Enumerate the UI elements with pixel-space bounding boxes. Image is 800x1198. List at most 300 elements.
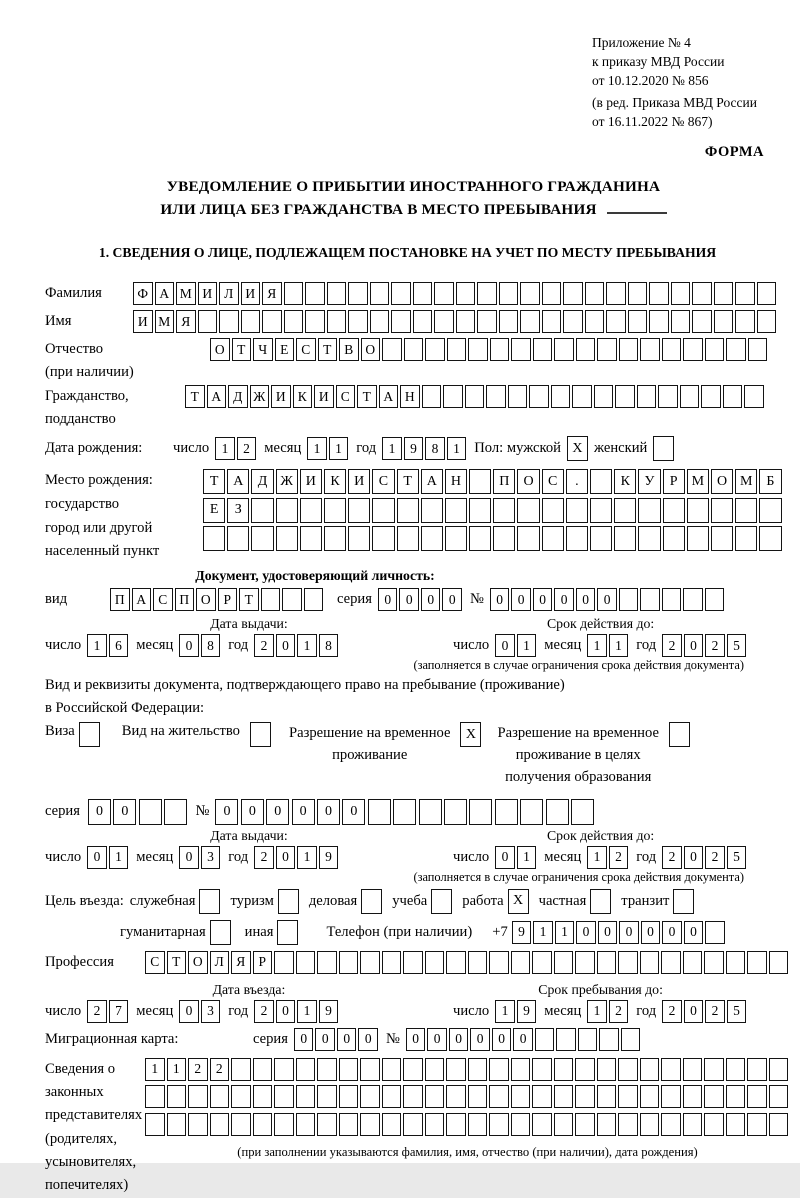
reps-row1-cells-box[interactable] xyxy=(360,1058,380,1081)
profession-cells-box[interactable] xyxy=(726,951,746,974)
citizenship-cells-box[interactable] xyxy=(443,385,463,408)
citizenship-cells-box[interactable] xyxy=(572,385,592,408)
phone-cells-box[interactable] xyxy=(705,921,725,944)
birthplace-row1-cells-box[interactable]: У xyxy=(638,469,660,494)
citizenship-cells-box[interactable] xyxy=(658,385,678,408)
doc-issue-day-cells-box[interactable]: 6 xyxy=(109,634,129,657)
reps-row3-cells-box[interactable] xyxy=(769,1113,789,1136)
name-cells-box[interactable] xyxy=(477,310,497,333)
birthplace-row2-cells-box[interactable] xyxy=(759,498,781,523)
entry-day-cells-box[interactable]: 2 xyxy=(87,1000,107,1023)
permit-valid-year-cells-box[interactable]: 2 xyxy=(705,846,725,869)
reps-row1-cells-box[interactable] xyxy=(253,1058,273,1081)
birthplace-row2-cells-box[interactable]: Е xyxy=(203,498,225,523)
surname-cells-box[interactable] xyxy=(542,282,562,305)
reps-row3-cells-box[interactable] xyxy=(661,1113,681,1136)
reps-row2-cells-box[interactable] xyxy=(511,1085,531,1108)
birthplace-row1-cells-box[interactable]: А xyxy=(227,469,249,494)
surname-cells-box[interactable]: А xyxy=(155,282,175,305)
reps-row3-cells-box[interactable] xyxy=(339,1113,359,1136)
birthplace-row2-cells-box[interactable] xyxy=(421,498,443,523)
surname-cells-box[interactable]: М xyxy=(176,282,196,305)
birthplace-row2-cells-box[interactable] xyxy=(493,498,515,523)
reps-row3-cells-box[interactable] xyxy=(231,1113,251,1136)
reps-row1-cells-box[interactable] xyxy=(640,1058,660,1081)
permit-series-cells-box[interactable] xyxy=(139,799,162,825)
birthplace-row2-cells-box[interactable] xyxy=(517,498,539,523)
reps-row1-cells-box[interactable] xyxy=(511,1058,531,1081)
reps-row2-cells-box[interactable] xyxy=(231,1085,251,1108)
name-cells-box[interactable] xyxy=(585,310,605,333)
purpose-business-checkbox-box[interactable] xyxy=(361,889,382,914)
name-cells-box[interactable] xyxy=(628,310,648,333)
profession-cells-box[interactable]: О xyxy=(188,951,208,974)
reps-row1-cells-box[interactable]: 1 xyxy=(145,1058,165,1081)
name-cells-box[interactable] xyxy=(542,310,562,333)
permit-issue-year-cells-box[interactable]: 0 xyxy=(276,846,296,869)
reps-row3-cells-box[interactable] xyxy=(253,1113,273,1136)
surname-cells-box[interactable] xyxy=(649,282,669,305)
birthplace-row3-cells-box[interactable] xyxy=(348,526,370,551)
birthplace-row1-cells-box[interactable]: Б xyxy=(759,469,781,494)
doc-valid-year-cells-box[interactable]: 2 xyxy=(705,634,725,657)
birthplace-row3-cells-box[interactable] xyxy=(203,526,225,551)
phone-cells-box[interactable]: 0 xyxy=(641,921,661,944)
patronymic-cells-box[interactable] xyxy=(490,338,510,361)
doc-issue-year-cells-box[interactable]: 1 xyxy=(297,634,317,657)
permit-valid-day-cells-box[interactable]: 0 xyxy=(495,846,515,869)
birthplace-row3-cells-box[interactable] xyxy=(566,526,588,551)
citizenship-cells-box[interactable] xyxy=(529,385,549,408)
birthplace-row1-cells-box[interactable]: О xyxy=(517,469,539,494)
reps-row2-cells-box[interactable] xyxy=(726,1085,746,1108)
profession-cells-box[interactable] xyxy=(296,951,316,974)
birthplace-row1-cells-box[interactable] xyxy=(590,469,612,494)
purpose-tourism-checkbox-box[interactable] xyxy=(278,889,299,914)
reps-row3-cells-box[interactable] xyxy=(511,1113,531,1136)
doc-issue-month-cells-box[interactable]: 8 xyxy=(201,634,221,657)
name-cells-box[interactable] xyxy=(499,310,519,333)
doc-series-cells-box[interactable]: 0 xyxy=(442,588,462,611)
name-cells-box[interactable] xyxy=(284,310,304,333)
birthplace-row1-cells-box[interactable]: Т xyxy=(397,469,419,494)
doc-series-cells-box[interactable]: 0 xyxy=(399,588,419,611)
birthplace-row1-cells-box[interactable]: Д xyxy=(251,469,273,494)
doc-valid-month-cells-box[interactable]: 1 xyxy=(609,634,629,657)
name-cells-box[interactable] xyxy=(649,310,669,333)
patronymic-cells-box[interactable] xyxy=(511,338,531,361)
stay-day-cells-box[interactable]: 1 xyxy=(495,1000,515,1023)
phone-cells-box[interactable]: 1 xyxy=(533,921,553,944)
reps-row3-cells-box[interactable] xyxy=(704,1113,724,1136)
citizenship-cells-box[interactable] xyxy=(594,385,614,408)
citizenship-cells-box[interactable]: А xyxy=(207,385,227,408)
migcard-number-cells-box[interactable] xyxy=(578,1028,598,1051)
birthplace-row2-cells-box[interactable] xyxy=(566,498,588,523)
permit-number-cells-box[interactable] xyxy=(368,799,391,825)
purpose-official-checkbox-box[interactable] xyxy=(199,889,220,914)
patronymic-cells-box[interactable]: О xyxy=(361,338,381,361)
sex-male-checkbox-box[interactable]: X xyxy=(567,436,588,461)
birthplace-row3-cells-box[interactable] xyxy=(663,526,685,551)
citizenship-cells-box[interactable]: Н xyxy=(400,385,420,408)
stay-year-cells-box[interactable]: 5 xyxy=(727,1000,747,1023)
sex-female-checkbox-box[interactable] xyxy=(653,436,674,461)
patronymic-cells-box[interactable] xyxy=(705,338,725,361)
reps-row1-cells-box[interactable] xyxy=(683,1058,703,1081)
birthplace-row1-cells-box[interactable]: К xyxy=(324,469,346,494)
patronymic-cells-box[interactable] xyxy=(425,338,445,361)
birthplace-row3-cells-box[interactable] xyxy=(397,526,419,551)
profession-cells-box[interactable]: С xyxy=(145,951,165,974)
birthplace-row1-cells-box[interactable]: И xyxy=(348,469,370,494)
doc-issue-year-cells-box[interactable]: 2 xyxy=(254,634,274,657)
reps-row1-cells-box[interactable] xyxy=(704,1058,724,1081)
birthplace-row3-cells-box[interactable] xyxy=(445,526,467,551)
patronymic-cells-box[interactable] xyxy=(683,338,703,361)
surname-cells-box[interactable] xyxy=(305,282,325,305)
doc-issue-day-cells-box[interactable]: 1 xyxy=(87,634,107,657)
birthplace-row2-cells-box[interactable] xyxy=(372,498,394,523)
birth-month-cells-box[interactable]: 1 xyxy=(329,437,349,460)
reps-row2-cells-box[interactable] xyxy=(747,1085,767,1108)
patronymic-cells-box[interactable] xyxy=(640,338,660,361)
stay-day-cells-box[interactable]: 9 xyxy=(517,1000,537,1023)
reps-row1-cells-box[interactable] xyxy=(747,1058,767,1081)
reps-row3-cells-box[interactable] xyxy=(188,1113,208,1136)
birthplace-row2-cells-box[interactable] xyxy=(663,498,685,523)
profession-cells-box[interactable] xyxy=(618,951,638,974)
name-cells-box[interactable] xyxy=(370,310,390,333)
reps-row1-cells-box[interactable] xyxy=(532,1058,552,1081)
visa-checkbox-box[interactable] xyxy=(79,722,100,747)
birthplace-row2-cells-box[interactable] xyxy=(348,498,370,523)
birthplace-row1-cells-box[interactable]: Т xyxy=(203,469,225,494)
name-cells-box[interactable] xyxy=(563,310,583,333)
permit-number-cells-box[interactable]: 0 xyxy=(342,799,365,825)
reps-row3-cells-box[interactable] xyxy=(726,1113,746,1136)
reps-row3-cells-box[interactable] xyxy=(167,1113,187,1136)
purpose-other-checkbox-box[interactable] xyxy=(277,920,298,945)
phone-cells-box[interactable]: 0 xyxy=(662,921,682,944)
entry-year-cells-box[interactable]: 1 xyxy=(297,1000,317,1023)
surname-cells-box[interactable] xyxy=(370,282,390,305)
reps-row3-cells-box[interactable] xyxy=(597,1113,617,1136)
reps-row3-cells-box[interactable] xyxy=(296,1113,316,1136)
profession-cells-box[interactable]: Л xyxy=(210,951,230,974)
birth-year-cells-box[interactable]: 1 xyxy=(382,437,402,460)
doc-valid-year-cells-box[interactable]: 5 xyxy=(727,634,747,657)
patronymic-cells-box[interactable] xyxy=(726,338,746,361)
phone-cells-box[interactable]: 1 xyxy=(555,921,575,944)
citizenship-cells-box[interactable] xyxy=(744,385,764,408)
name-cells-box[interactable] xyxy=(305,310,325,333)
birthplace-row1-cells-box[interactable]: П xyxy=(493,469,515,494)
permit-valid-day-cells-box[interactable]: 1 xyxy=(517,846,537,869)
reps-row2-cells-box[interactable] xyxy=(640,1085,660,1108)
reps-row1-cells-box[interactable] xyxy=(575,1058,595,1081)
birth-day-cells-box[interactable]: 2 xyxy=(237,437,257,460)
birth-year-cells-box[interactable]: 1 xyxy=(447,437,467,460)
doc-valid-month-cells-box[interactable]: 1 xyxy=(587,634,607,657)
birthplace-row2-cells-box[interactable] xyxy=(542,498,564,523)
citizenship-cells-box[interactable]: Д xyxy=(228,385,248,408)
profession-cells-box[interactable] xyxy=(661,951,681,974)
profession-cells-box[interactable] xyxy=(597,951,617,974)
reps-row3-cells-box[interactable] xyxy=(640,1113,660,1136)
birthplace-row2-cells-box[interactable] xyxy=(445,498,467,523)
birthplace-row2-cells-box[interactable] xyxy=(469,498,491,523)
birthplace-row2-cells-box[interactable]: З xyxy=(227,498,249,523)
doc-issue-year-cells-box[interactable]: 0 xyxy=(276,634,296,657)
citizenship-cells-box[interactable]: И xyxy=(314,385,334,408)
surname-cells-box[interactable]: Я xyxy=(262,282,282,305)
birthplace-row2-cells-box[interactable] xyxy=(251,498,273,523)
doc-number-cells-box[interactable] xyxy=(640,588,660,611)
surname-cells-box[interactable] xyxy=(714,282,734,305)
doc-number-cells-box[interactable] xyxy=(662,588,682,611)
profession-cells-box[interactable] xyxy=(769,951,789,974)
doc-type-cells-box[interactable]: С xyxy=(153,588,173,611)
entry-day-cells-box[interactable]: 7 xyxy=(109,1000,129,1023)
permit-number-cells-box[interactable]: 0 xyxy=(317,799,340,825)
profession-cells-box[interactable] xyxy=(640,951,660,974)
surname-cells-box[interactable] xyxy=(735,282,755,305)
birth-year-cells-box[interactable]: 8 xyxy=(425,437,445,460)
name-cells-box[interactable] xyxy=(671,310,691,333)
patronymic-cells-box[interactable] xyxy=(533,338,553,361)
name-cells-box[interactable] xyxy=(262,310,282,333)
birthplace-row3-cells-box[interactable] xyxy=(493,526,515,551)
stay-year-cells-box[interactable]: 0 xyxy=(684,1000,704,1023)
surname-cells-box[interactable] xyxy=(692,282,712,305)
birthplace-row3-cells-box[interactable] xyxy=(711,526,733,551)
name-cells-box[interactable] xyxy=(219,310,239,333)
patronymic-cells-box[interactable]: О xyxy=(210,338,230,361)
birthplace-row3-cells-box[interactable] xyxy=(735,526,757,551)
birthplace-row2-cells-box[interactable] xyxy=(711,498,733,523)
name-cells-box[interactable] xyxy=(327,310,347,333)
migcard-number-cells-box[interactable] xyxy=(599,1028,619,1051)
citizenship-cells-box[interactable] xyxy=(465,385,485,408)
birthplace-row1-cells-box[interactable]: Ж xyxy=(276,469,298,494)
birthplace-row1-cells-box[interactable]: О xyxy=(711,469,733,494)
reps-row2-cells-box[interactable] xyxy=(618,1085,638,1108)
doc-type-cells-box[interactable] xyxy=(261,588,281,611)
doc-type-cells-box[interactable] xyxy=(282,588,302,611)
name-cells-box[interactable]: Я xyxy=(176,310,196,333)
reps-row3-cells-box[interactable] xyxy=(403,1113,423,1136)
migcard-series-cells-box[interactable]: 0 xyxy=(294,1028,314,1051)
profession-cells-box[interactable] xyxy=(274,951,294,974)
surname-cells-box[interactable] xyxy=(327,282,347,305)
citizenship-cells-box[interactable] xyxy=(508,385,528,408)
permit-issue-year-cells-box[interactable]: 1 xyxy=(297,846,317,869)
name-cells-box[interactable]: И xyxy=(133,310,153,333)
reps-row2-cells-box[interactable] xyxy=(317,1085,337,1108)
name-cells-box[interactable] xyxy=(757,310,777,333)
birthplace-row2-cells-box[interactable] xyxy=(324,498,346,523)
doc-number-cells-box[interactable]: 0 xyxy=(533,588,553,611)
birthplace-row1-cells-box[interactable] xyxy=(469,469,491,494)
permit-number-cells-box[interactable]: 0 xyxy=(241,799,264,825)
surname-cells-box[interactable] xyxy=(628,282,648,305)
patronymic-cells-box[interactable] xyxy=(576,338,596,361)
birthplace-row3-cells-box[interactable] xyxy=(372,526,394,551)
doc-type-cells-box[interactable]: О xyxy=(196,588,216,611)
reps-row1-cells-box[interactable] xyxy=(296,1058,316,1081)
reps-row2-cells-box[interactable] xyxy=(382,1085,402,1108)
migcard-number-cells-box[interactable]: 0 xyxy=(492,1028,512,1051)
patronymic-cells-box[interactable]: Ч xyxy=(253,338,273,361)
reps-row1-cells-box[interactable] xyxy=(726,1058,746,1081)
reps-row2-cells-box[interactable] xyxy=(167,1085,187,1108)
phone-cells-box[interactable]: 0 xyxy=(684,921,704,944)
profession-cells-box[interactable] xyxy=(704,951,724,974)
citizenship-cells-box[interactable] xyxy=(680,385,700,408)
patronymic-cells-box[interactable]: С xyxy=(296,338,316,361)
patronymic-cells-box[interactable] xyxy=(619,338,639,361)
reps-row1-cells-box[interactable] xyxy=(597,1058,617,1081)
reps-row2-cells-box[interactable] xyxy=(704,1085,724,1108)
birthplace-row1-cells-box[interactable]: С xyxy=(372,469,394,494)
phone-cells-box[interactable]: 0 xyxy=(598,921,618,944)
reps-row2-cells-box[interactable] xyxy=(554,1085,574,1108)
permit-series-cells-box[interactable]: 0 xyxy=(88,799,111,825)
name-cells-box[interactable]: М xyxy=(155,310,175,333)
doc-series-cells-box[interactable]: 0 xyxy=(378,588,398,611)
reps-row1-cells-box[interactable] xyxy=(446,1058,466,1081)
birthplace-row3-cells-box[interactable] xyxy=(469,526,491,551)
reps-row2-cells-box[interactable] xyxy=(425,1085,445,1108)
patronymic-cells-box[interactable] xyxy=(404,338,424,361)
citizenship-cells-box[interactable] xyxy=(701,385,721,408)
birthplace-row3-cells-box[interactable] xyxy=(759,526,781,551)
reps-row1-cells-box[interactable]: 2 xyxy=(210,1058,230,1081)
name-cells-box[interactable] xyxy=(241,310,261,333)
name-cells-box[interactable] xyxy=(735,310,755,333)
name-cells-box[interactable] xyxy=(520,310,540,333)
migcard-number-cells-box[interactable]: 0 xyxy=(470,1028,490,1051)
doc-type-cells-box[interactable]: Р xyxy=(218,588,238,611)
reps-row2-cells-box[interactable] xyxy=(339,1085,359,1108)
birthplace-row1-cells-box[interactable]: К xyxy=(614,469,636,494)
patronymic-cells-box[interactable]: В xyxy=(339,338,359,361)
citizenship-cells-box[interactable]: Ж xyxy=(250,385,270,408)
surname-cells-box[interactable] xyxy=(585,282,605,305)
surname-cells-box[interactable] xyxy=(434,282,454,305)
doc-valid-year-cells-box[interactable]: 0 xyxy=(684,634,704,657)
doc-number-cells-box[interactable]: 0 xyxy=(511,588,531,611)
permit-valid-month-cells-box[interactable]: 2 xyxy=(609,846,629,869)
birthplace-row2-cells-box[interactable] xyxy=(638,498,660,523)
purpose-private-checkbox-box[interactable] xyxy=(590,889,611,914)
surname-cells-box[interactable] xyxy=(348,282,368,305)
purpose-humanitarian-checkbox-box[interactable] xyxy=(210,920,231,945)
reps-row2-cells-box[interactable] xyxy=(253,1085,273,1108)
reps-row1-cells-box[interactable] xyxy=(231,1058,251,1081)
patronymic-cells-box[interactable] xyxy=(662,338,682,361)
reps-row3-cells-box[interactable] xyxy=(317,1113,337,1136)
reps-row3-cells-box[interactable] xyxy=(360,1113,380,1136)
purpose-work-checkbox-box[interactable]: X xyxy=(508,889,529,914)
birth-day-cells-box[interactable]: 1 xyxy=(215,437,235,460)
citizenship-cells-box[interactable]: Т xyxy=(357,385,377,408)
birthplace-row1-cells-box[interactable]: М xyxy=(735,469,757,494)
patronymic-cells-box[interactable]: Т xyxy=(232,338,252,361)
citizenship-cells-box[interactable] xyxy=(486,385,506,408)
reps-row1-cells-box[interactable] xyxy=(618,1058,638,1081)
migcard-number-cells-box[interactable] xyxy=(556,1028,576,1051)
permit-valid-month-cells-box[interactable]: 1 xyxy=(587,846,607,869)
reps-row2-cells-box[interactable] xyxy=(360,1085,380,1108)
temp-residence-checkbox-box[interactable]: X xyxy=(460,722,481,747)
patronymic-cells-box[interactable] xyxy=(447,338,467,361)
name-cells-box[interactable] xyxy=(606,310,626,333)
migcard-number-cells-box[interactable]: 0 xyxy=(513,1028,533,1051)
migcard-series-cells-box[interactable]: 0 xyxy=(337,1028,357,1051)
birthplace-row3-cells-box[interactable] xyxy=(251,526,273,551)
name-cells-box[interactable] xyxy=(714,310,734,333)
reps-row3-cells-box[interactable] xyxy=(747,1113,767,1136)
doc-number-cells-box[interactable] xyxy=(619,588,639,611)
birthplace-row2-cells-box[interactable] xyxy=(687,498,709,523)
birthplace-row3-cells-box[interactable] xyxy=(324,526,346,551)
doc-valid-year-cells-box[interactable]: 2 xyxy=(662,634,682,657)
birthplace-row3-cells-box[interactable] xyxy=(227,526,249,551)
name-cells-box[interactable] xyxy=(434,310,454,333)
reps-row3-cells-box[interactable] xyxy=(468,1113,488,1136)
reps-row1-cells-box[interactable]: 1 xyxy=(167,1058,187,1081)
migcard-number-cells-box[interactable] xyxy=(621,1028,641,1051)
birthplace-row3-cells-box[interactable] xyxy=(590,526,612,551)
entry-year-cells-box[interactable]: 2 xyxy=(254,1000,274,1023)
profession-cells-box[interactable] xyxy=(360,951,380,974)
permit-number-cells-box[interactable] xyxy=(495,799,518,825)
doc-number-cells-box[interactable] xyxy=(683,588,703,611)
surname-cells-box[interactable]: Л xyxy=(219,282,239,305)
reps-row2-cells-box[interactable] xyxy=(489,1085,509,1108)
reps-row1-cells-box[interactable] xyxy=(661,1058,681,1081)
citizenship-cells-box[interactable]: Т xyxy=(185,385,205,408)
name-cells-box[interactable] xyxy=(692,310,712,333)
permit-number-cells-box[interactable] xyxy=(419,799,442,825)
patronymic-cells-box[interactable] xyxy=(597,338,617,361)
permit-valid-year-cells-box[interactable]: 0 xyxy=(684,846,704,869)
profession-cells-box[interactable]: Я xyxy=(231,951,251,974)
permit-number-cells-box[interactable] xyxy=(469,799,492,825)
birthplace-row1-cells-box[interactable]: . xyxy=(566,469,588,494)
doc-valid-day-cells-box[interactable]: 0 xyxy=(495,634,515,657)
surname-cells-box[interactable] xyxy=(499,282,519,305)
birthplace-row2-cells-box[interactable] xyxy=(397,498,419,523)
profession-cells-box[interactable] xyxy=(575,951,595,974)
reps-row2-cells-box[interactable] xyxy=(769,1085,789,1108)
citizenship-cells-box[interactable]: С xyxy=(336,385,356,408)
birthplace-row1-cells-box[interactable]: Н xyxy=(445,469,467,494)
stay-year-cells-box[interactable]: 2 xyxy=(662,1000,682,1023)
permit-issue-year-cells-box[interactable]: 2 xyxy=(254,846,274,869)
migcard-series-cells-box[interactable]: 0 xyxy=(358,1028,378,1051)
stay-year-cells-box[interactable]: 2 xyxy=(705,1000,725,1023)
birthplace-row3-cells-box[interactable] xyxy=(542,526,564,551)
reps-row2-cells-box[interactable] xyxy=(145,1085,165,1108)
entry-year-cells-box[interactable]: 9 xyxy=(319,1000,339,1023)
doc-number-cells-box[interactable]: 0 xyxy=(576,588,596,611)
doc-number-cells-box[interactable]: 0 xyxy=(554,588,574,611)
surname-cells-box[interactable]: И xyxy=(198,282,218,305)
permit-number-cells-box[interactable] xyxy=(444,799,467,825)
